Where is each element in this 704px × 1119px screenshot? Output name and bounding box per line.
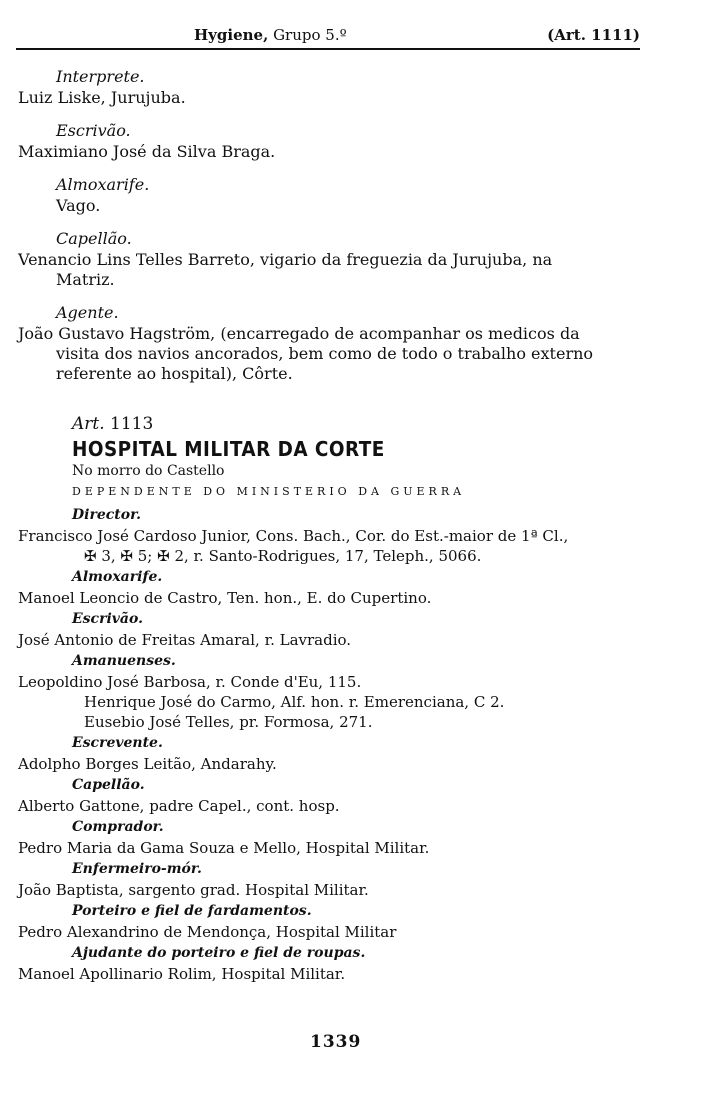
entry-line: Leopoldino José Barbosa, r. Conde d'Eu, 115. [18,673,362,691]
entry-line: João Gustavo Hagström, (encarregado de acompanhar os medicos da [18,324,580,343]
entry-line: Manoel Leoncio de Castro, Ten. hon., E. do Cupertino. [18,589,432,607]
entry-line: Matriz. [56,270,115,289]
role-heading: Enfermeiro-mór. [72,861,202,877]
role-heading: Agente. [56,303,119,322]
institution-title: HOSPITAL MILITAR DA CORTE [72,437,385,461]
section-staff-list [18,66,668,396]
entry-line: Manoel Apollinario Rolim, Hospital Militar. [18,965,346,983]
entry-line: Henrique José do Carmo, Alf. hon. r. Emerenciana, C 2. [84,693,505,711]
role-heading: Director. [72,507,142,523]
entry-line: Venancio Lins Telles Barreto, vigario da freguezia da Jurujuba, na [18,250,553,269]
role-heading: Porteiro e fiel de fardamentos. [72,903,312,919]
header-title [194,26,347,44]
entry-line: João Baptista, sargento grad. Hospital Militar. [18,881,369,899]
entry-line: Adolpho Borges Leitão, Andarahy. [18,755,277,773]
section-hospital-militar [18,412,678,984]
role-heading: Almoxarife. [72,569,163,585]
role-heading: Comprador. [72,819,164,835]
role-heading: Ajudante do porteiro e fiel de roupas. [72,945,366,961]
page-number: 1339 [310,1032,362,1052]
entry-line: Francisco José Cardoso Junior, Cons. Bach., Cor. do Est.-maior de 1ª Cl., [18,527,569,545]
role-heading: Amanuenses. [72,653,176,669]
article-heading [72,412,678,436]
role-heading: Interprete. [56,67,145,86]
entry-line: ✠ 3, ✠ 5; ✠ 2, r. Santo-Rodrigues, 17, Teleph., 5066. [84,547,482,565]
header-article-ref: (Art. 1111) [547,26,640,44]
role-heading: Capellão. [56,229,132,248]
entry-line: Maximiano José da Silva Braga. [18,142,276,161]
article-label: Art. [72,414,105,434]
entry-line: Vago. [56,196,101,215]
role-heading: Escrevente. [72,735,163,751]
entry-line: Eusebio José Telles, pr. Formosa, 271. [84,713,373,731]
entry-line: visita dos navios ancorados, bem como de todo o trabalho externo [56,344,594,363]
institution-dependency: DEPENDENTE DO MINISTERIO DA GUERRA [72,485,466,498]
entry-line: Luiz Liske, Jurujuba. [18,88,186,107]
role-heading: Almoxarife. [56,175,150,194]
entry-line: Pedro Maria da Gama Souza e Mello, Hospital Militar. [18,839,430,857]
header-title-rest: Grupo 5.º [268,26,347,44]
role-heading: Escrivão. [56,121,131,140]
entry-line: referente ao hospital), Côrte. [56,364,293,383]
entry-line: José Antonio de Freitas Amaral, r. Lavradio. [18,631,352,649]
running-header [16,24,640,50]
hospital-staff-list [18,504,678,984]
role-heading: Escrivão. [72,611,143,627]
article-number: 1113 [110,414,154,434]
entry-line: Pedro Alexandrino de Mendonça, Hospital Militar [18,923,397,941]
entry-line: Alberto Gattone, padre Capel., cont. hosp. [18,797,340,815]
header-title-bold: Hygiene, [194,26,269,44]
institution-location: No morro do Castello [72,463,225,479]
role-heading: Capellão. [72,777,145,793]
